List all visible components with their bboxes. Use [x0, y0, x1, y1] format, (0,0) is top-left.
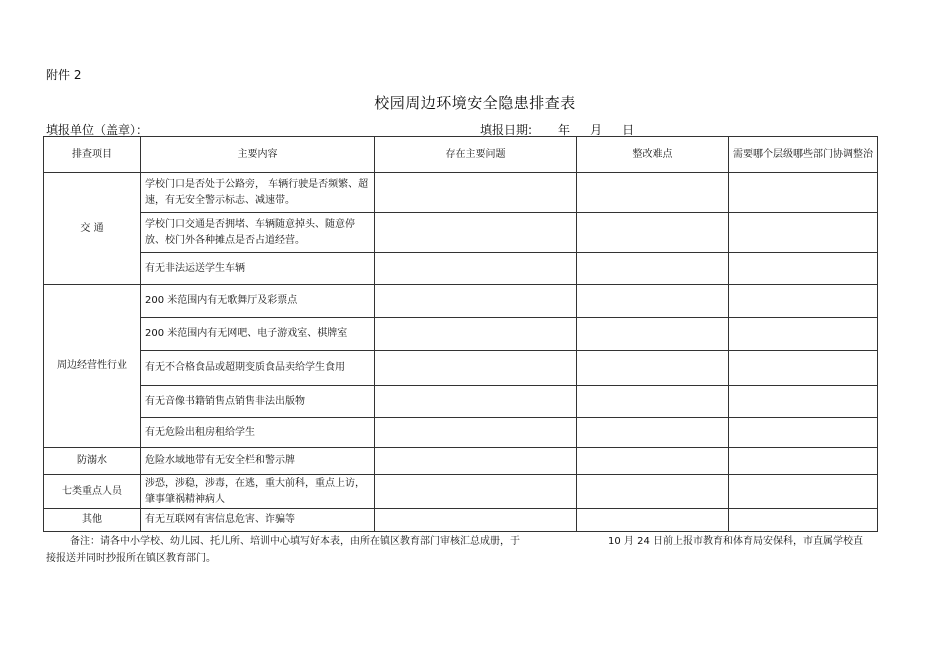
item-cell: 有无非法运送学生车辆	[141, 253, 375, 285]
category-business: 周边经营性行业	[44, 285, 141, 448]
difficulties-cell	[577, 351, 729, 386]
problems-cell	[375, 318, 577, 351]
difficulties-cell	[577, 253, 729, 285]
remarks-part-1: 备注：请各中小学校、幼儿园、托儿所、培训中心填写好本表，由所在镇区教育部门审核汇总成册，于	[70, 536, 520, 547]
table-row	[44, 285, 878, 318]
table-row	[44, 318, 878, 351]
item-cell: 200 米范围内有无歌舞厅及彩票点	[141, 285, 375, 318]
difficulties-cell	[577, 448, 729, 475]
table-row	[44, 475, 878, 509]
fill-date-year: 年	[558, 123, 571, 137]
problems-cell	[375, 173, 577, 213]
item-cell: 有无音像书籍销售点销售非法出版物	[141, 386, 375, 418]
table-row	[44, 418, 878, 448]
coordination-cell	[729, 253, 878, 285]
fill-unit-label: 填报单位（盖章）：	[46, 123, 149, 137]
fill-date-label: 填报日期:	[480, 123, 533, 137]
difficulties-cell	[577, 318, 729, 351]
problems-cell	[375, 448, 577, 475]
difficulties-cell	[577, 173, 729, 213]
problems-cell	[375, 213, 577, 253]
remarks-part-2: 10 月 24 日前上报市教育和体育局安保科，市直属学校直	[608, 536, 863, 547]
table-row	[44, 253, 878, 285]
table-row	[44, 351, 878, 386]
problems-cell	[375, 509, 577, 532]
difficulties-cell	[577, 475, 729, 509]
problems-cell	[375, 475, 577, 509]
item-cell: 学校门口是否处于公路旁， 车辆行驶是否频繁、超速，有无安全警示标志、减速带。	[141, 173, 375, 213]
table-header-row	[44, 137, 878, 173]
problems-cell	[375, 285, 577, 318]
coordination-cell	[729, 509, 878, 532]
table-row	[44, 213, 878, 253]
coordination-cell	[729, 418, 878, 448]
item-cell: 有无互联网有害信息危害、诈骗等	[141, 509, 375, 532]
difficulties-cell	[577, 386, 729, 418]
coordination-cell	[729, 475, 878, 509]
col-header-main-content: 主要内容	[141, 137, 375, 173]
coordination-cell	[729, 448, 878, 475]
remarks-part-3: 接报送并同时抄报所在镇区教育部门。	[46, 553, 216, 564]
category-key-persons: 七类重点人员	[44, 475, 141, 509]
category-other: 其他	[44, 509, 141, 532]
difficulties-cell	[577, 213, 729, 253]
page-title: 校园周边环境安全隐患排查表	[374, 94, 576, 112]
fill-date-month: 月	[590, 123, 603, 137]
category-traffic: 交 通	[44, 173, 141, 285]
problems-cell	[375, 253, 577, 285]
coordination-cell	[729, 213, 878, 253]
table-row	[44, 173, 878, 213]
coordination-cell	[729, 351, 878, 386]
fill-date-day: 日	[622, 123, 635, 137]
table-row	[44, 448, 878, 475]
coordination-cell	[729, 173, 878, 213]
coordination-cell	[729, 318, 878, 351]
item-cell: 危险水域地带有无安全栏和警示牌	[141, 448, 375, 475]
item-cell: 有无不合格食品或超期变质食品卖给学生食用	[141, 351, 375, 386]
problems-cell	[375, 351, 577, 386]
hazard-inspection-table	[43, 136, 878, 532]
coordination-cell	[729, 386, 878, 418]
category-drowning: 防溺水	[44, 448, 141, 475]
table-row	[44, 509, 878, 532]
coordination-cell	[729, 285, 878, 318]
item-cell: 学校门口交通是否拥堵、车辆随意掉头、随意停放、校门外各种摊点是否占道经营。	[141, 213, 375, 253]
difficulties-cell	[577, 418, 729, 448]
col-header-inspection-item: 排查项目	[44, 137, 141, 173]
problems-cell	[375, 386, 577, 418]
difficulties-cell	[577, 285, 729, 318]
difficulties-cell	[577, 509, 729, 532]
item-cell: 有无危险出租房租给学生	[141, 418, 375, 448]
col-header-coordination: 需要哪个层级哪些部门协调整治	[729, 137, 878, 173]
col-header-difficulties: 整改难点	[577, 137, 729, 173]
item-cell: 200 米范围内有无网吧、电子游戏室、棋牌室	[141, 318, 375, 351]
table-row	[44, 386, 878, 418]
problems-cell	[375, 418, 577, 448]
attachment-label: 附件 2	[46, 68, 82, 82]
col-header-main-problems: 存在主要问题	[375, 137, 577, 173]
item-cell: 涉恐，涉稳，涉毒，在逃，重大前科，重点上访，肇事肇祸精神病人	[141, 475, 375, 509]
